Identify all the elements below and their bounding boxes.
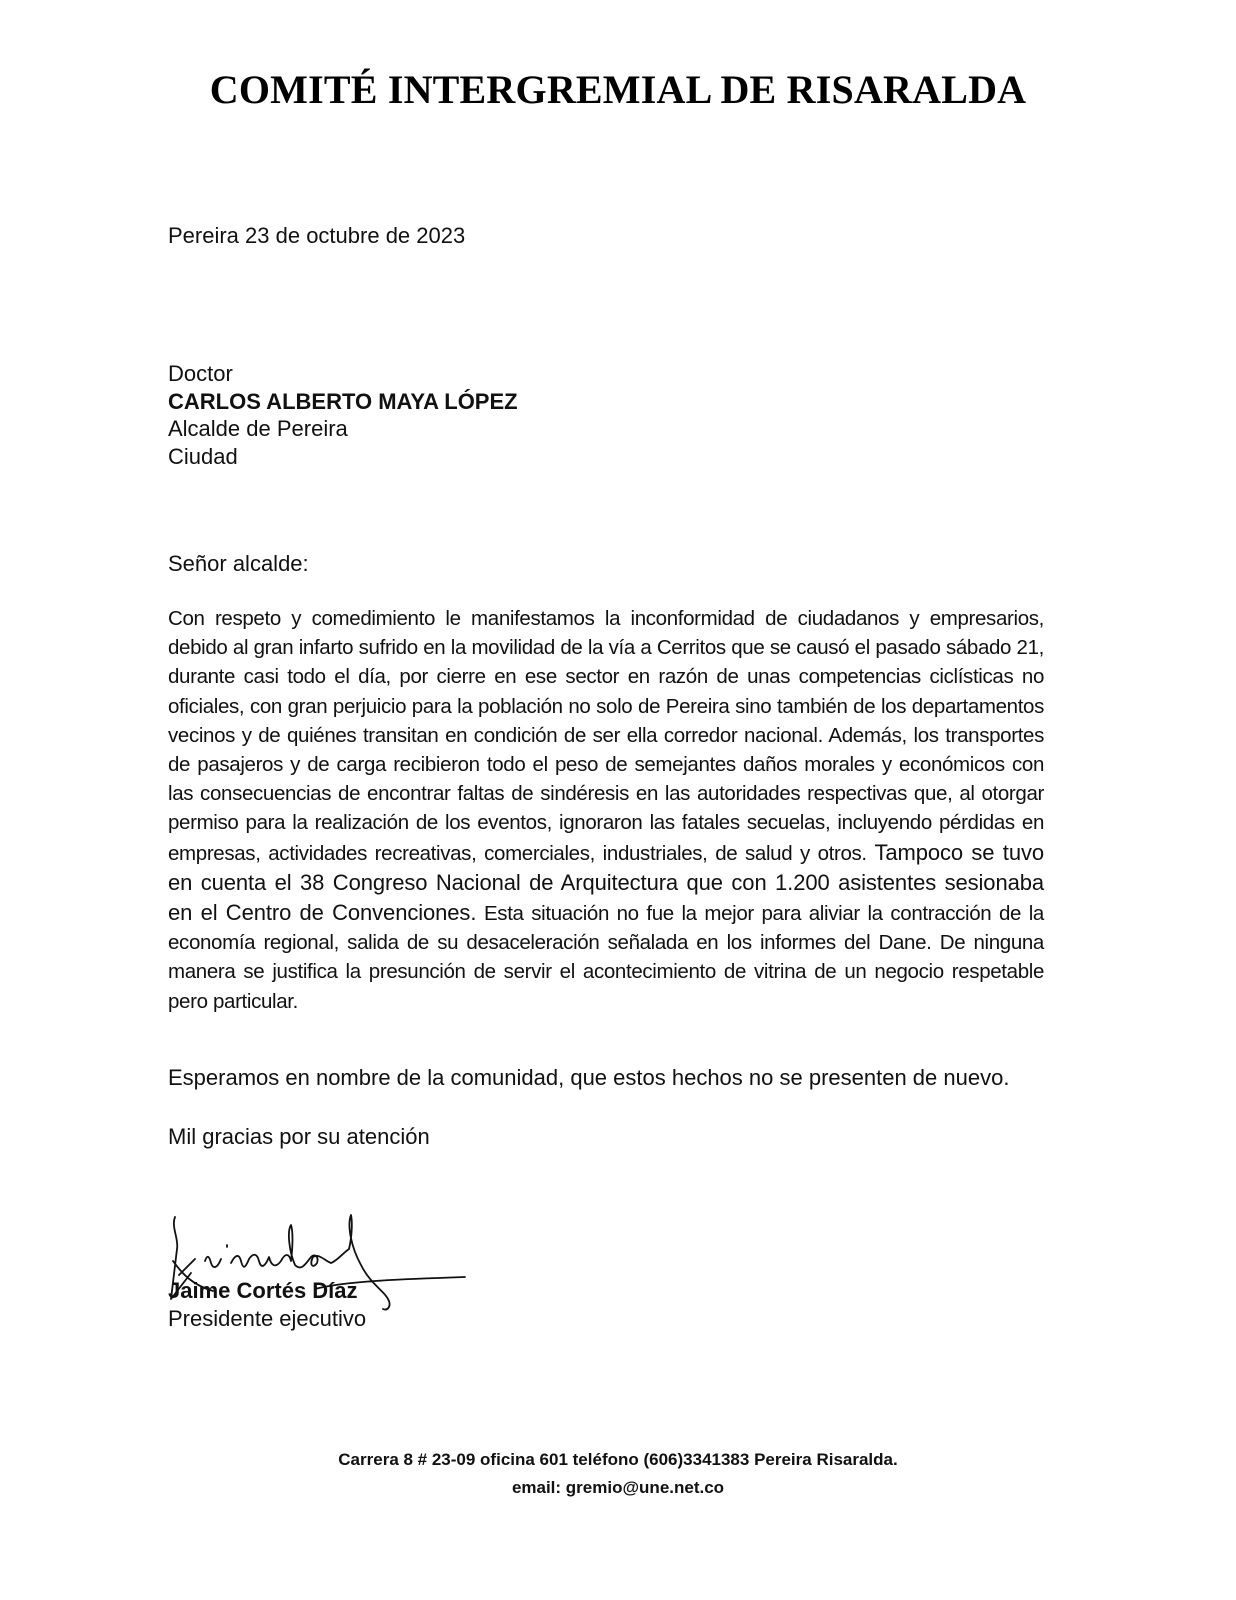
signer-title: Presidente ejecutivo [168, 1306, 367, 1331]
body-text-part3: Esta situación no fue la mejor para aliviar la contracción de la economía regional, salida de su desaceleración señalada en los informes del Dane. De ninguna manera se justifica la presunción de servir el acontecimiento de vitrina de un negocio respetable pero particular. [168, 902, 1044, 1013]
footer [0, 1446, 1236, 1502]
closing-paragraph: Esperamos en nombre de la comunidad, que estos hechos no se presenten de nuevo. [168, 1065, 1010, 1090]
footer-email: email: gremio@une.net.co [511, 1478, 725, 1497]
recipient-name: CARLOS ALBERTO MAYA LÓPEZ [168, 388, 518, 414]
body-text-part2: Tampoco se tuvo en cuenta el 38 Congreso Nacional de Arquitectura que con 1.200 asistentes sesionaba en el Centro de Convenciones. [168, 839, 1044, 926]
letterhead-title: COMITÉ INTERGREMIAL DE RISARALDA [209, 67, 1027, 112]
body-paragraph [168, 604, 1044, 1016]
closing-thanks: Mil gracias por su atención [168, 1124, 430, 1149]
recipient-city: Ciudad [168, 443, 238, 469]
salutation: Señor alcalde: [168, 551, 309, 576]
recipient-block [168, 360, 518, 470]
signer-name: Jaime Cortés Díaz [168, 1278, 358, 1303]
recipient-position: Alcalde de Pereira [168, 416, 348, 441]
body-text-part1: Con respeto y comedimiento le manifestamos la inconformidad de ciudadanos y empresarios, debido al gran infarto sufrido en la movilidad de la vía a Cerritos que se causó el pasado sábado 21, durante casi todo el día, por cierre en ese sector en razón de unas competencias ciclísticas no oficiales, con gran perjuicio para la población no solo de Pereira sino también de los departamentos vecinos y de quiénes transitan en condición de ser ella corredor nacional. Además, los transportes de pasajeros y de carga recibieron todo el peso de semejantes daños morales y económicos con las consecuencias de encontrar faltas de sindéresis en las autoridades respectivas que, al otorgar permiso para la realización de los eventos, ignoraron las fatales secuelas, incluyendo pérdidas en empresas, actividades recreativas, comerciales, industriales, de salud y otros. [168, 607, 1044, 865]
footer-address: Carrera 8 # 23-09 oficina 601 teléfono (606)3341383 Pereira Risaralda. [338, 1450, 898, 1469]
date-line: Pereira 23 de octubre de 2023 [168, 223, 466, 248]
recipient-honorific: Doctor [168, 361, 233, 386]
